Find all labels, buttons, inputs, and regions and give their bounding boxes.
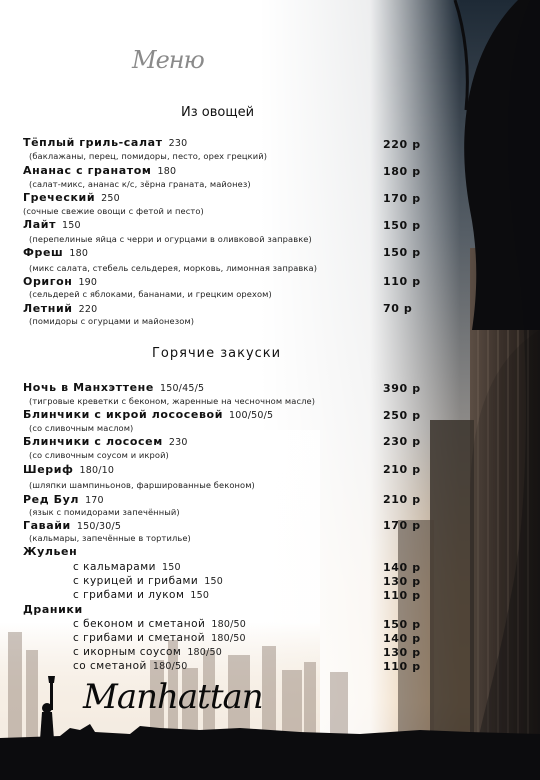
subitem-price: 110 р <box>383 589 421 602</box>
dish-weight: 180 <box>157 166 177 177</box>
subitem-name: с грибами и сметаной <box>73 632 206 644</box>
subitem-price: 130 р <box>383 646 421 659</box>
dish-price: 250 р <box>383 409 421 422</box>
dish-row <box>23 192 120 204</box>
dish-name: Блинчики с лососем <box>23 435 163 448</box>
dish-row <box>23 137 187 149</box>
dish-name: Ред Бул <box>23 493 80 506</box>
dish-row <box>23 247 88 259</box>
dish-price: 110 р <box>383 275 421 288</box>
subitem-weight: 180/50 <box>211 633 246 644</box>
dish-name: Гавайи <box>23 519 71 532</box>
subitem-weight: 150 <box>204 576 223 587</box>
subitem-weight: 180/50 <box>211 619 246 630</box>
dish-description: (микс салата, стебель сельдерея, морковь, лимонная заправка) <box>29 263 318 273</box>
subitem-name: с грибами и луком <box>73 589 185 601</box>
subitem-row <box>73 562 181 573</box>
dish-weight: 250 <box>101 193 120 204</box>
dish-weight: 180/10 <box>79 465 115 476</box>
dish-name: Фреш <box>23 246 64 259</box>
dish-row <box>23 520 121 532</box>
dish-name: Ананас с гранатом <box>23 164 152 177</box>
dish-description: (салат-микс, ананас к/с, зёрна граната, майонез) <box>29 179 251 189</box>
dish-draniki: Драники <box>23 603 83 616</box>
dish-row <box>23 165 176 177</box>
dish-name: Тёплый гриль-салат <box>23 136 163 149</box>
subitem-weight: 150 <box>190 590 210 601</box>
subitem-name: с беконом и сметаной <box>73 618 206 630</box>
dish-row <box>23 303 97 315</box>
dish-description: (помидоры с огурцами и майонезом) <box>29 316 195 326</box>
dish-julienne: Жульен <box>23 545 78 558</box>
dish-row <box>23 382 204 394</box>
dish-weight: 100/50/5 <box>229 410 274 421</box>
dish-price: 150 р <box>383 246 421 259</box>
dish-row <box>23 464 114 476</box>
dish-description: (язык с помидорами запечённый) <box>29 507 180 517</box>
dish-price: 150 р <box>383 219 421 232</box>
dish-description: (сельдерей с яблоками, бананами, и грецким орехом) <box>29 289 272 299</box>
subitem-row <box>73 633 246 644</box>
dish-weight: 220 <box>78 304 98 315</box>
dish-weight: 180 <box>69 248 89 259</box>
dish-name: Греческий <box>23 191 96 204</box>
dish-description: (перепелиные яйца с черри и огурцами в оливковой заправке) <box>29 234 312 244</box>
dish-name: Шериф <box>23 463 74 476</box>
dish-weight: 150 <box>62 220 81 231</box>
subitem-row <box>73 590 209 601</box>
subitem-name: с курицей и грибами <box>73 575 199 587</box>
brand-logo-manhattan: Manhattan <box>83 677 263 717</box>
dish-row <box>23 219 81 231</box>
dish-row <box>23 494 104 506</box>
dish-price: 390 р <box>383 382 421 395</box>
subitem-price: 150 р <box>383 618 421 631</box>
dish-price: 230 р <box>383 435 421 448</box>
subitem-row <box>73 647 222 658</box>
dish-weight: 170 <box>85 495 104 506</box>
dish-weight: 230 <box>168 437 188 448</box>
dish-name: Летний <box>23 302 73 315</box>
subitem-name: с кальмарами <box>73 561 156 573</box>
dish-price: 70 р <box>383 302 413 315</box>
dish-weight: 230 <box>168 138 188 149</box>
section-title-vegetables: Из овощей <box>181 105 255 120</box>
dish-weight: 190 <box>78 277 98 288</box>
dish-row <box>23 276 97 288</box>
dish-name: Блинчики с икрой лососевой <box>23 408 224 421</box>
subitem-weight: 180/50 <box>187 647 222 658</box>
subitem-name: со сметаной <box>73 660 147 672</box>
subitem-row <box>73 619 246 630</box>
dish-name: Ночь в Манхэттене <box>23 381 154 394</box>
dish-description: (баклажаны, перец, помидоры, песто, орех грецкий) <box>29 151 268 161</box>
subitem-row <box>73 576 223 587</box>
subitem-weight: 180/50 <box>152 661 188 672</box>
subitem-weight: 150 <box>162 562 181 573</box>
section-title-hot-snacks: Горячие закуски <box>152 346 282 361</box>
dish-price: 180 р <box>383 165 421 178</box>
dish-description: (шляпки шампиньонов, фаршированные беконом) <box>29 480 255 490</box>
subitem-price: 140 р <box>383 561 421 574</box>
dish-name: Лайт <box>23 218 57 231</box>
dish-name: Оригон <box>23 275 73 288</box>
subitem-price: 130 р <box>383 575 421 588</box>
dish-description: (со сливочным маслом) <box>29 423 134 433</box>
dish-price: 210 р <box>383 493 421 506</box>
dish-description: (тигровые креветки с беконом, жаренные на чесночном масле) <box>29 396 316 406</box>
subitem-name: с икорным соусом <box>73 646 182 658</box>
dish-price: 170 р <box>383 519 421 532</box>
subitem-row <box>73 661 187 672</box>
dish-price: 210 р <box>383 463 421 476</box>
dish-weight: 150/30/5 <box>76 521 122 532</box>
dish-row <box>23 409 273 421</box>
dish-description: (кальмары, запечённые в тортилье) <box>29 533 191 543</box>
dish-price: 220 р <box>383 138 421 151</box>
subitem-price: 110 р <box>383 660 421 673</box>
dish-price: 170 р <box>383 192 421 205</box>
dish-row <box>23 436 188 448</box>
dish-description: (сочные свежие овощи с фетой и песто) <box>23 206 204 216</box>
subitem-price: 140 р <box>383 632 421 645</box>
dish-description: (со сливочным соусом и икрой) <box>29 450 169 460</box>
dish-weight: 150/45/5 <box>159 383 205 394</box>
menu-title: Меню <box>132 46 204 74</box>
